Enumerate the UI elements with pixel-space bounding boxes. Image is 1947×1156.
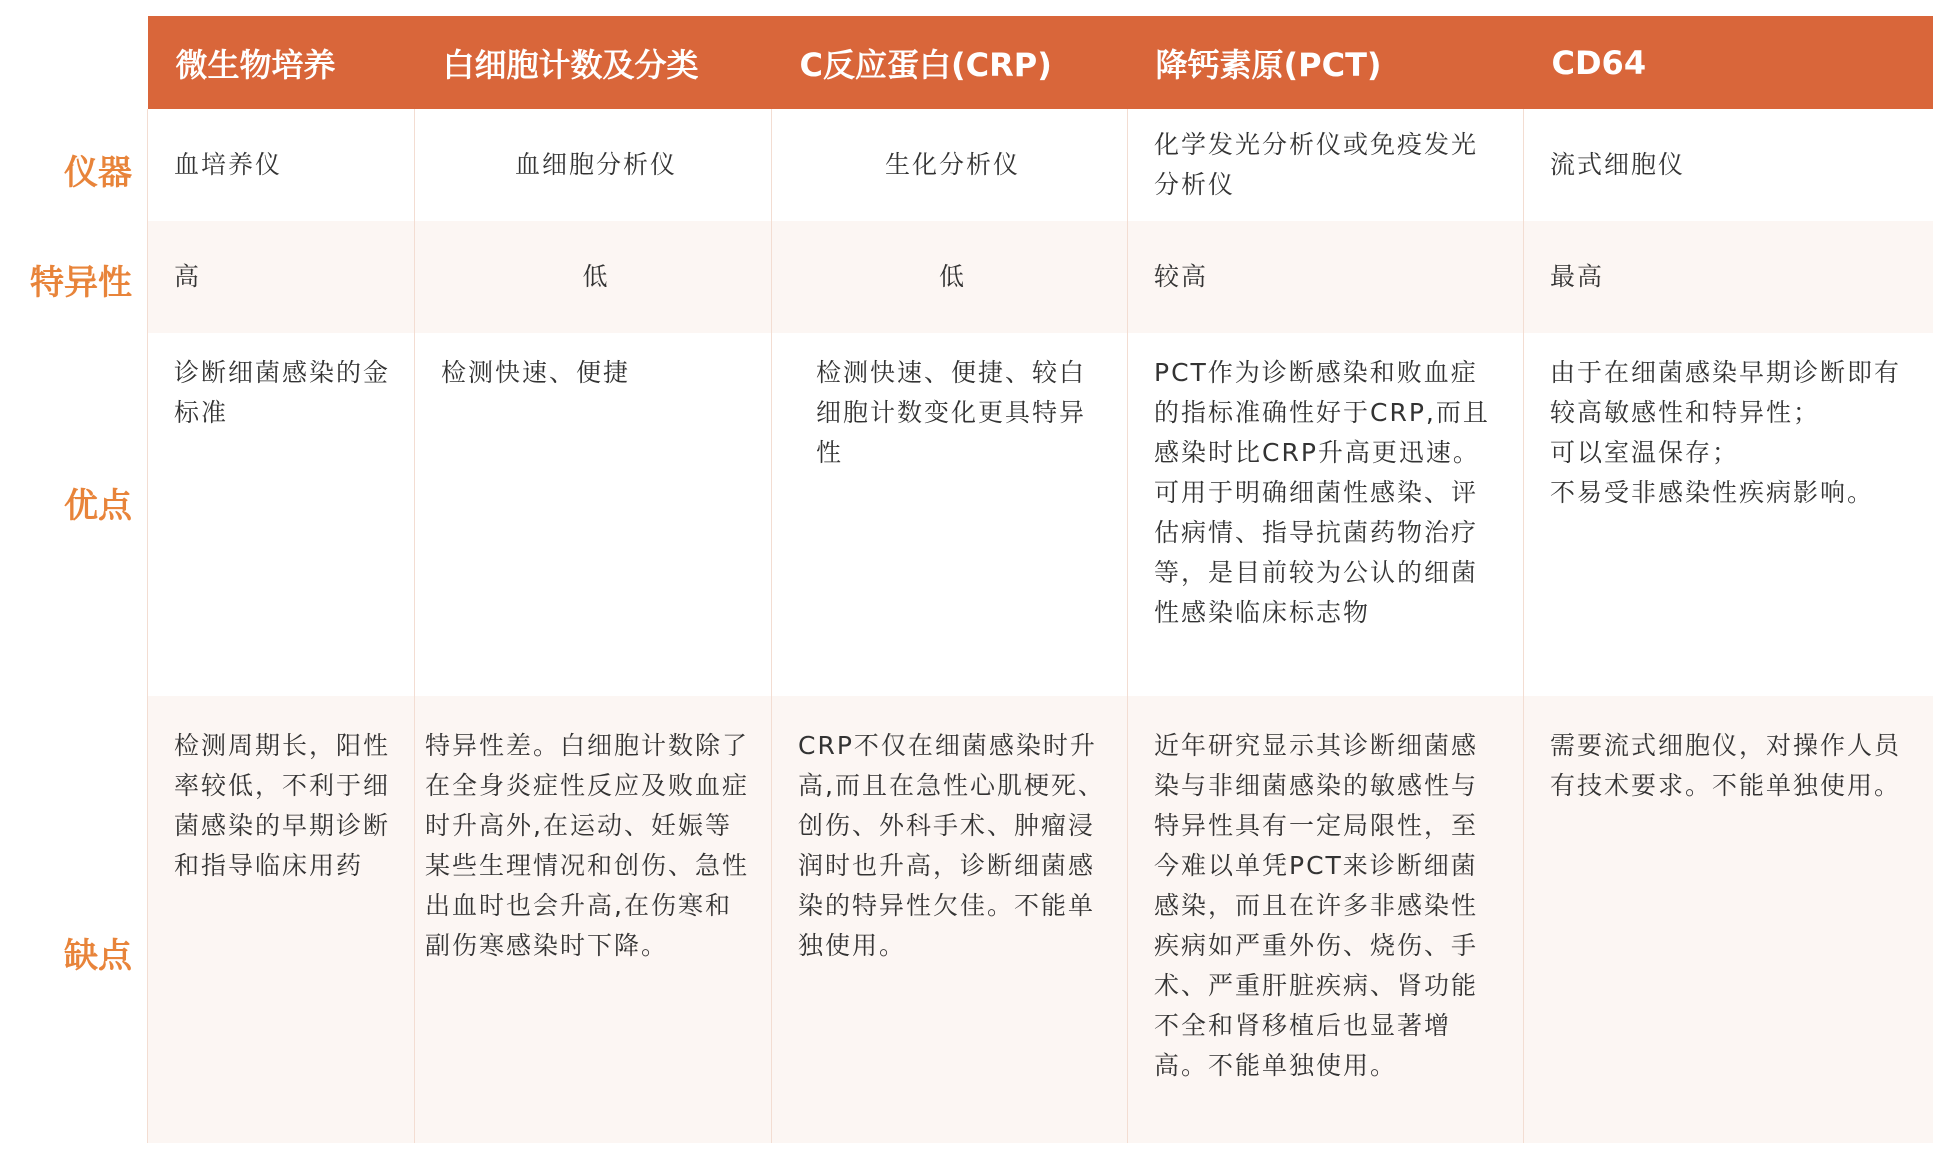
cell: 化学发光分析仪或免疫发光分析仪 bbox=[1128, 109, 1524, 221]
row-disadvantages bbox=[148, 696, 1933, 1143]
cell: 低 bbox=[415, 221, 772, 333]
cell: 由于在细菌感染早期诊断即有较高敏感性和特异性； 可以室温保存； 不易受非感染性疾病影响。 bbox=[1524, 333, 1933, 696]
cell: 生化分析仪 bbox=[772, 109, 1128, 221]
cell: CRP不仅在细菌感染时升高,而且在急性心肌梗死、创伤、外科手术、肿瘤浸润时也升高，诊断细菌感染的特异性欠佳。不能单独使用。 bbox=[772, 696, 1128, 1143]
cell: 血培养仪 bbox=[148, 109, 415, 221]
cell: 血细胞分析仪 bbox=[415, 109, 772, 221]
header-crp: C反应蛋白(CRP) bbox=[772, 16, 1128, 109]
cell: 高 bbox=[148, 221, 415, 333]
cell: 最高 bbox=[1524, 221, 1933, 333]
row-label-advantages: 优点 bbox=[64, 486, 132, 526]
comparison-table bbox=[147, 16, 1933, 1143]
cell: 低 bbox=[772, 221, 1128, 333]
cell: 检测周期长，阳性率较低，不利于细菌感染的早期诊断和指导临床用药 bbox=[148, 696, 415, 1143]
row-specificity bbox=[148, 221, 1933, 333]
cell: 检测快速、便捷 bbox=[415, 333, 772, 696]
row-label-instrument: 仪器 bbox=[64, 153, 132, 193]
row-instrument bbox=[148, 109, 1933, 221]
cell: PCT作为诊断感染和败血症的指标准确性好于CRP,而且感染时比CRP升高更迅速。可用于明确细菌性感染、评估病情、指导抗菌药物治疗等，是目前较为公认的细菌性感染临床标志物 bbox=[1128, 333, 1524, 696]
header-row bbox=[148, 16, 1933, 109]
header-cd64: CD64 bbox=[1524, 16, 1933, 109]
header-pct: 降钙素原(PCT) bbox=[1128, 16, 1524, 109]
row-advantages bbox=[148, 333, 1933, 696]
cell: 近年研究显示其诊断细菌感染与非细菌感染的敏感性与特异性具有一定局限性，至今难以单凭PCT来诊断细菌感染，而且在许多非感染性疾病如严重外伤、烧伤、手术、严重肝脏疾病、肾功能不全和肾移植后也显著增高。不能单独使用。 bbox=[1128, 696, 1524, 1143]
cell: 检测快速、便捷、较白细胞计数变化更具特异性 bbox=[772, 333, 1128, 696]
cell: 较高 bbox=[1128, 221, 1524, 333]
cell: 特异性差。白细胞计数除了在全身炎症性反应及败血症时升高外,在运动、妊娠等某些生理情况和创伤、急性出血时也会升高,在伤寒和副伤寒感染时下降。 bbox=[415, 696, 772, 1143]
cell: 需要流式细胞仪，对操作人员有技术要求。不能单独使用。 bbox=[1524, 696, 1933, 1143]
header-culture: 微生物培养 bbox=[148, 16, 415, 109]
row-label-disadvantages: 缺点 bbox=[64, 936, 132, 976]
cell: 流式细胞仪 bbox=[1524, 109, 1933, 221]
header-wbc: 白细胞计数及分类 bbox=[415, 16, 772, 109]
row-label-specificity: 特异性 bbox=[30, 263, 132, 303]
cell: 诊断细菌感染的金标准 bbox=[148, 333, 415, 696]
